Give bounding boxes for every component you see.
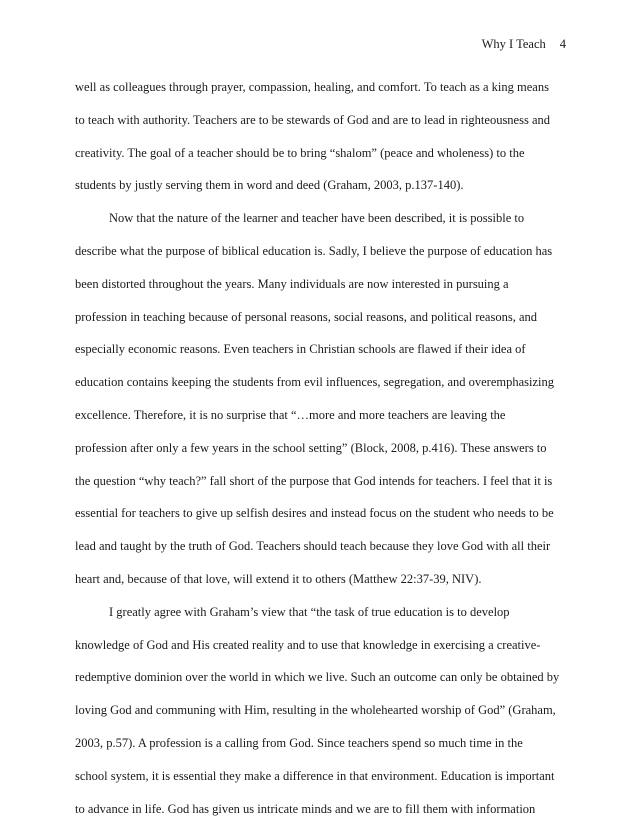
text-line: especially economic reasons. Even teachers in Christian schools are flawed if their idea of: [75, 342, 526, 357]
running-header: [482, 36, 566, 52]
text-line: I greatly agree with Graham’s view that “the task of true education is to develop: [109, 604, 510, 619]
text-line: to advance in life. God has given us intricate minds and we are to fill them with information: [75, 801, 536, 816]
text-line: excellence. Therefore, it is no surprise that “…more and more teachers are leaving the: [75, 407, 506, 422]
text-line: students by justly serving them in word and deed (Graham, 2003, p.137-140).: [75, 178, 464, 193]
text-line: to teach with authority. Teachers are to be stewards of God and are to lead in righteousness and: [75, 112, 551, 127]
text-line: lead and taught by the truth of God. Teachers should teach because they love God with all their: [75, 539, 551, 554]
text-line: describe what the purpose of biblical education is. Sadly, I believe the purpose of education has: [75, 243, 553, 258]
page-number: 4: [559, 37, 566, 51]
text-line: Now that the nature of the learner and teacher have been described, it is possible to: [109, 211, 525, 226]
text-line: knowledge of God and His created reality and to use that knowledge in exercising a creative-: [75, 637, 541, 652]
text-line: redemptive dominion over the world in which we live. Such an outcome can only be obtained by: [75, 670, 560, 685]
text-line: been distorted throughout the years. Many individuals are now interested in pursuing a: [75, 276, 509, 291]
text-line: profession in teaching because of personal reasons, social reasons, and political reasons, and: [75, 309, 538, 324]
text-line: essential for teachers to give up selfish desires and instead focus on the student who needs to be: [75, 506, 554, 521]
text-line: education contains keeping the students from evil influences, segregation, and overemphasizing: [75, 375, 555, 390]
text-line: creativity. The goal of a teacher should be to bring “shalom” (peace and wholeness) to the: [75, 145, 525, 160]
text-line: profession after only a few years in the school setting” (Block, 2008, p.416). These answers to: [75, 440, 547, 455]
text-line: well as colleagues through prayer, compassion, healing, and comfort. To teach as a king means: [75, 80, 549, 94]
text-line: school system, it is essential they make a difference in that environment. Education is important: [75, 768, 555, 783]
text-line: loving God and communing with Him, resulting in the wholehearted worship of God” (Graham,: [75, 703, 556, 718]
body-text: [75, 71, 569, 825]
text-line: 2003, p.57). A profession is a calling from God. Since teachers spend so much time in the: [75, 735, 523, 750]
running-title: Why I Teach: [481, 37, 546, 51]
text-line: heart and, because of that love, will extend it to others (Matthew 22:37-39, NIV).: [75, 571, 482, 586]
text-line: the question “why teach?” fall short of the purpose that God intends for teachers. I feel that it is: [75, 473, 553, 488]
